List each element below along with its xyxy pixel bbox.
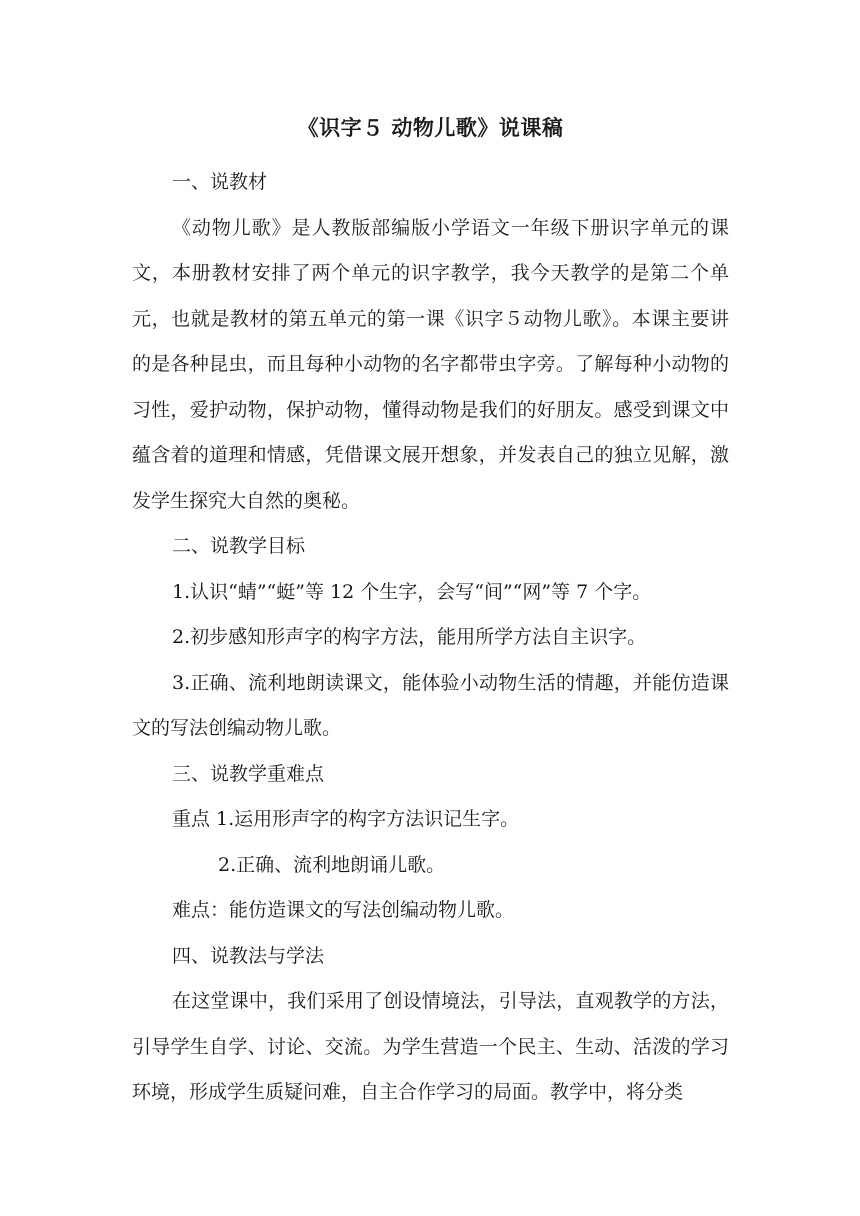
methods-paragraph: 在这堂课中，我们采用了创设情境法，引导法，直观教学的方法，引导学生自学、讨论、交流。为学生营造一个民主、生动、活泼的学习环境，形成学生质疑问难，自主合作学习的局面。教学中，将分类 — [132, 990, 729, 1103]
section-heading-key-points: 三、说教学重难点 — [172, 762, 325, 785]
document-title: 《识字５ 动物儿歌》说课稿 — [297, 116, 564, 140]
section-heading-teaching-material: 一、说教材 — [172, 171, 268, 193]
section-heading-teaching-goals: 二、说教学目标 — [172, 535, 306, 557]
goal-item-1: 1.认识“蜻”“蜓”等 12 个生字，会写“间”“网”等 7 个字。 — [172, 580, 652, 603]
document-page — [132, 114, 729, 1116]
key-point-1: 重点 1.运用形声字的构字方法识记生字。 — [172, 808, 520, 830]
teaching-material-paragraph: 《动物儿歌》是人教版部编版小学语文一年级下册识字单元的课文，本册教材安排了两个单元的识字教学，我今天教学的是第二个单元，也就是教材的第五单元的第一课《识字５动物儿歌》。本课主要讲的是各种昆虫，而且每种小动物的名字都带虫字旁。了解每种小动物的习性，爱护动物，保护动物，懂得动物是我们的好朋友。感受到课文中蕴含着的道理和情感，凭借课文展开想象，并发表自己的独立见解，激发学生探究大自然的奥秘。 — [132, 216, 729, 512]
goal-item-2: 2.初步感知形声字的构字方法，能用所学方法自主识字。 — [172, 626, 647, 648]
difficulty-point: 难点：能仿造课文的写法创编动物儿歌。 — [172, 899, 515, 921]
key-point-2: 2.正确、流利地朗诵儿歌。 — [218, 853, 446, 876]
goal-item-3: 3.正确、流利地朗读课文，能体验小动物生活的情趣，并能仿造课文的写法创编动物儿歌。 — [132, 671, 729, 739]
section-heading-methods: 四、说教法与学法 — [172, 944, 325, 967]
